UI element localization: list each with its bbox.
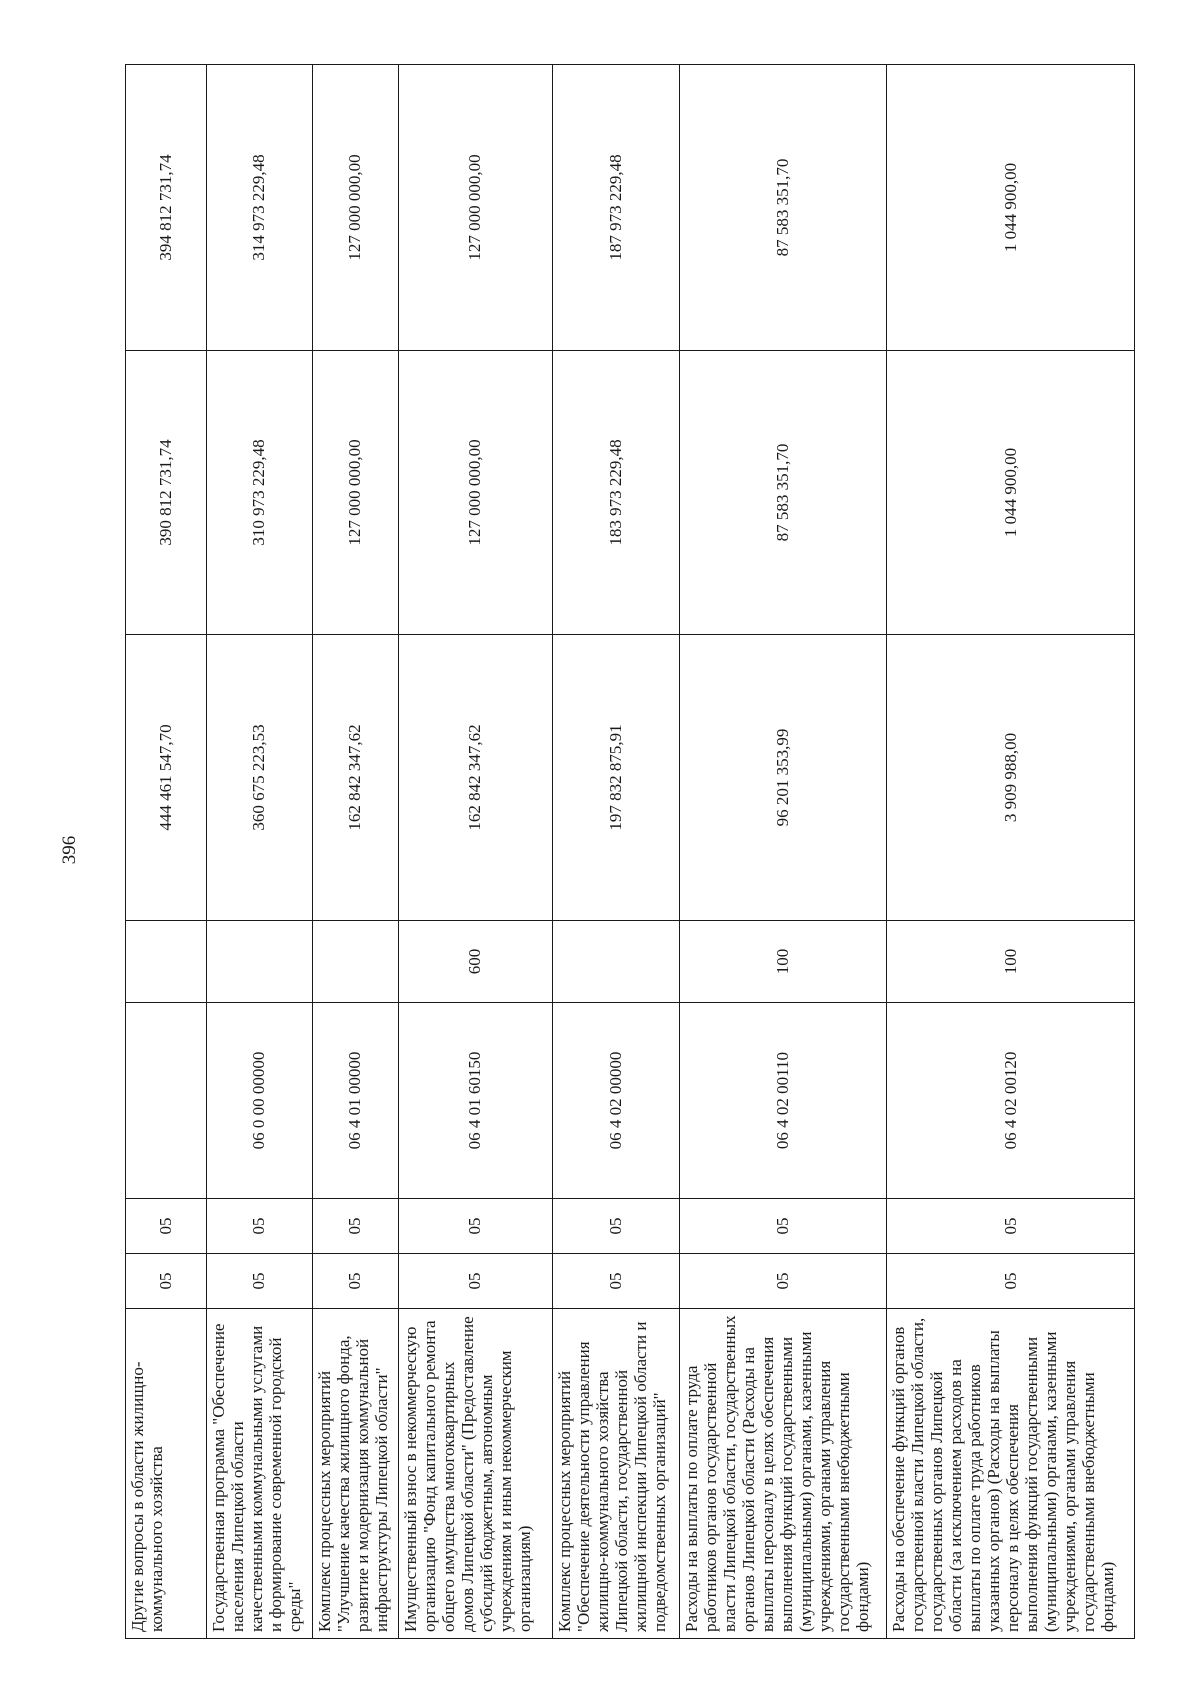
- row-expense-type: [126, 921, 207, 1003]
- row-amount-2: 127 000 000,00: [398, 351, 552, 635]
- table-row: [552, 65, 679, 1639]
- row-description: Комплекс процессных мероприятий "Обеспечение деятельности управления жилищно-коммунального хозяйства Липецкой области, государственной жилищной инспекции Липецкой области и подведомственных организаций": [552, 1309, 679, 1639]
- row-amount-1: 360 675 223,53: [206, 635, 312, 921]
- row-description: Расходы на выплаты по оплате труда работников органов государственной власти Липецкой области, государственных органов Липецкой области (Расходы на выплаты персоналу в целях обеспечения выполнения функций государственными (муниципальными) органами, казенными учреждениями, органами управления государственными внебюджетными фондами): [680, 1309, 887, 1639]
- row-amount-2: 127 000 000,00: [312, 351, 398, 635]
- row-amount-1: 3 909 988,00: [887, 635, 1135, 921]
- row-amount-1: 444 461 547,70: [126, 635, 207, 921]
- budget-table-container: [125, 65, 1135, 1705]
- row-description: Имущественный взнос в некоммерческую организацию "Фонд капитального ремонта общего имущества многоквартирных домов Липецкой области" (Предоставление субсидий бюджетным, автономным учреждениям и иным некоммерческим организациям): [398, 1309, 552, 1639]
- row-amount-3: 314 973 229,48: [206, 65, 312, 351]
- row-amount-3: 127 000 000,00: [312, 65, 398, 351]
- row-subsection: 05: [312, 1199, 398, 1254]
- row-amount-3: 127 000 000,00: [398, 65, 552, 351]
- row-section: 05: [680, 1254, 887, 1309]
- table-row: [312, 65, 398, 1639]
- row-expense-type: 100: [887, 921, 1135, 1003]
- row-amount-2: 310 973 229,48: [206, 351, 312, 635]
- row-section: 05: [126, 1254, 207, 1309]
- row-amount-3: 1 044 900,00: [887, 65, 1135, 351]
- row-amount-2: 87 583 351,70: [680, 351, 887, 635]
- row-description: Расходы на обеспечение функций органов государственной власти Липецкой области, государственных органов Липецкой области (за исключением расходов на выплаты по оплате труда работников указанных органов) (Расходы на выплаты персоналу в целях обеспечения выполнения функций государственными (муниципальными) органами, казенными учреждениями, органами управления государственными внебюджетными фондами): [887, 1309, 1135, 1639]
- row-target: 06 4 02 00120: [887, 1003, 1135, 1199]
- row-expense-type: [312, 921, 398, 1003]
- row-amount-2: 1 044 900,00: [887, 351, 1135, 635]
- row-section: 05: [312, 1254, 398, 1309]
- row-subsection: 05: [206, 1199, 312, 1254]
- table-row: [680, 65, 887, 1639]
- row-amount-3: 187 973 229,48: [552, 65, 679, 351]
- row-section: 05: [398, 1254, 552, 1309]
- row-amount-3: 87 583 351,70: [680, 65, 887, 351]
- row-section: 05: [887, 1254, 1135, 1309]
- table-row: [206, 65, 312, 1639]
- row-section: 05: [206, 1254, 312, 1309]
- row-target: 06 0 00 00000: [206, 1003, 312, 1199]
- row-subsection: 05: [552, 1199, 679, 1254]
- row-description: Комплекс процессных мероприятий "Улучшение качества жилищного фонда, развитие и модернизация коммунальной инфраструктуры Липецкой области": [312, 1309, 398, 1639]
- row-expense-type: [206, 921, 312, 1003]
- row-subsection: 05: [126, 1199, 207, 1254]
- row-target: 06 4 01 00000: [312, 1003, 398, 1199]
- row-expense-type: 600: [398, 921, 552, 1003]
- row-target: 06 4 01 60150: [398, 1003, 552, 1199]
- row-description: Другие вопросы в области жилищно-коммунального хозяйства: [126, 1309, 207, 1639]
- row-target: 06 4 02 00000: [552, 1003, 679, 1199]
- budget-table: [125, 64, 1135, 1639]
- table-row: [398, 65, 552, 1639]
- row-section: 05: [552, 1254, 679, 1309]
- row-target: [126, 1003, 207, 1199]
- row-description: Государственная программа "Обеспечение населения Липецкой области качественными коммунальными услугами и формирование современной городской среды": [206, 1309, 312, 1639]
- row-subsection: 05: [887, 1199, 1135, 1254]
- row-amount-1: 96 201 353,99: [680, 635, 887, 921]
- budget-table-rotated: [125, 0, 1135, 1639]
- row-amount-1: 197 832 875,91: [552, 635, 679, 921]
- table-body: [126, 65, 1135, 1639]
- row-subsection: 05: [680, 1199, 887, 1254]
- row-expense-type: 100: [680, 921, 887, 1003]
- row-amount-1: 162 842 347,62: [398, 635, 552, 921]
- row-amount-1: 162 842 347,62: [312, 635, 398, 921]
- row-amount-2: 183 973 229,48: [552, 351, 679, 635]
- table-row: [887, 65, 1135, 1639]
- row-amount-3: 394 812 731,74: [126, 65, 207, 351]
- row-subsection: 05: [398, 1199, 552, 1254]
- row-target: 06 4 02 00110: [680, 1003, 887, 1199]
- row-expense-type: [552, 921, 679, 1003]
- page-number: 396: [59, 835, 80, 865]
- row-amount-2: 390 812 731,74: [126, 351, 207, 635]
- table-row: [126, 65, 207, 1639]
